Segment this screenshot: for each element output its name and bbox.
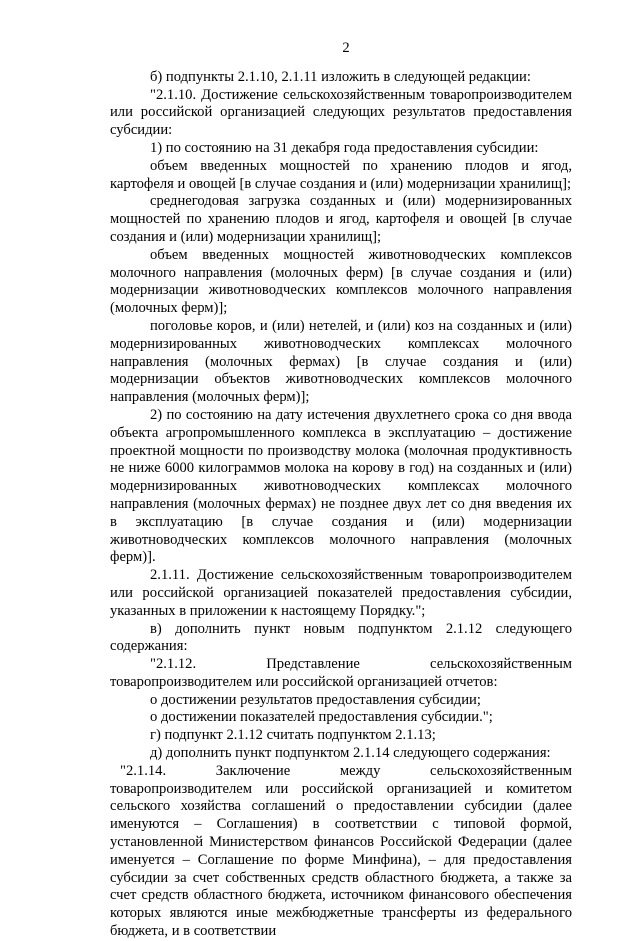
paragraph-d-intro: д) дополнить пункт подпунктом 2.1.14 следующего содержания: xyxy=(150,745,551,762)
paragraph-storage-load: среднегодовая загрузка созданных и (или) модернизированных мощностей по хранению плодов и ягод, картофеля и овощей [в случае создания и (или) модернизации хранилищ]; xyxy=(110,193,572,245)
paragraph-report-indicators: о достижении показателей предоставления субсидии."; xyxy=(150,709,493,726)
paragraph-storage-capacity: объем введенных мощностей по хранению плодов и ягод, картофеля и овощей [в случае создания и (или) модернизации хранилищ]; xyxy=(110,157,572,192)
paragraph-report-results: о достижении результатов предоставления субсидии; xyxy=(150,691,481,708)
paragraph-2-1-11: 2.1.11. Достижение сельскохозяйственным товаропроизводителем или российской организацией показателей предоставления субсидии, указанных в приложении к настоящему Порядку."; xyxy=(110,567,572,619)
paragraph-item-2: 2) по состоянию на дату истечения двухлетнего срока со дня ввода объекта агропромышленного комплекса в эксплуатацию – достижение проектной мощности по производству молока (молочная продуктивность не ниже 6000 килограммов молока на корову в год) на созданных и (или) модернизированных животноводческих комплексах молочного направления (молочных фермах) не позднее двух лет со дня введения их в эксплуатацию [в случае создания и (или) модернизации животноводческих комплексов молочного направления (молочных ферм)]. xyxy=(110,406,572,566)
page-number: 2 xyxy=(342,40,350,56)
paragraph-livestock-count: поголовье коров, и (или) нетелей, и (или) коз на созданных и (или) модернизированных животноводческих комплексах молочного направления (молочных фермах) [в случае создания и (или) модернизации объектов животноводческих комплексов молочного направления (молочных ферм)]; xyxy=(110,317,572,406)
paragraph-item-1: 1) по состоянию на 31 декабря года предоставления субсидии: xyxy=(150,139,539,156)
paragraph-b-intro: б) подпункты 2.1.10, 2.1.11 изложить в следующей редакции: xyxy=(150,68,531,85)
paragraph-g-renumber: г) подпункт 2.1.12 считать подпунктом 2.1.13; xyxy=(150,727,436,744)
paragraph-v-intro: в) дополнить пункт новым подпунктом 2.1.12 следующего содержания: xyxy=(110,620,572,655)
paragraph-2-1-12: "2.1.12. Представление сельскохозяйственным товаропроизводителем или российской организацией отчетов: xyxy=(110,656,572,690)
paragraph-dairy-capacity: объем введенных мощностей животноводческих комплексов молочного направления (молочных ферм) [в случае создания и (или) модернизации животноводческих комплексов молочного направления (молочных ферм)]; xyxy=(110,246,572,317)
paragraph-2-1-10: "2.1.10. Достижение сельскохозяйственным товаропроизводителем или российской организацией следующих результатов предоставления субсидии: xyxy=(110,86,572,139)
paragraph-2-1-14: "2.1.14. Заключение между сельскохозяйственным товаропроизводителем или российской организацией и комитетом сельского хозяйства соглашений о предоставлении субсидии (далее именуются – Соглашения) в соответствии с типовой формой, установленной Министерством финансов Российской Федерации (далее именуется – Соглашение по форме Минфина), – для предоставления субсидии за счет собственных средств областного бюджета, а также за счет средств областного бюджета, источником финансового обеспечения которых являются иные межбюджетные трансферты из федерального бюджета, и в соответствии xyxy=(110,762,572,940)
